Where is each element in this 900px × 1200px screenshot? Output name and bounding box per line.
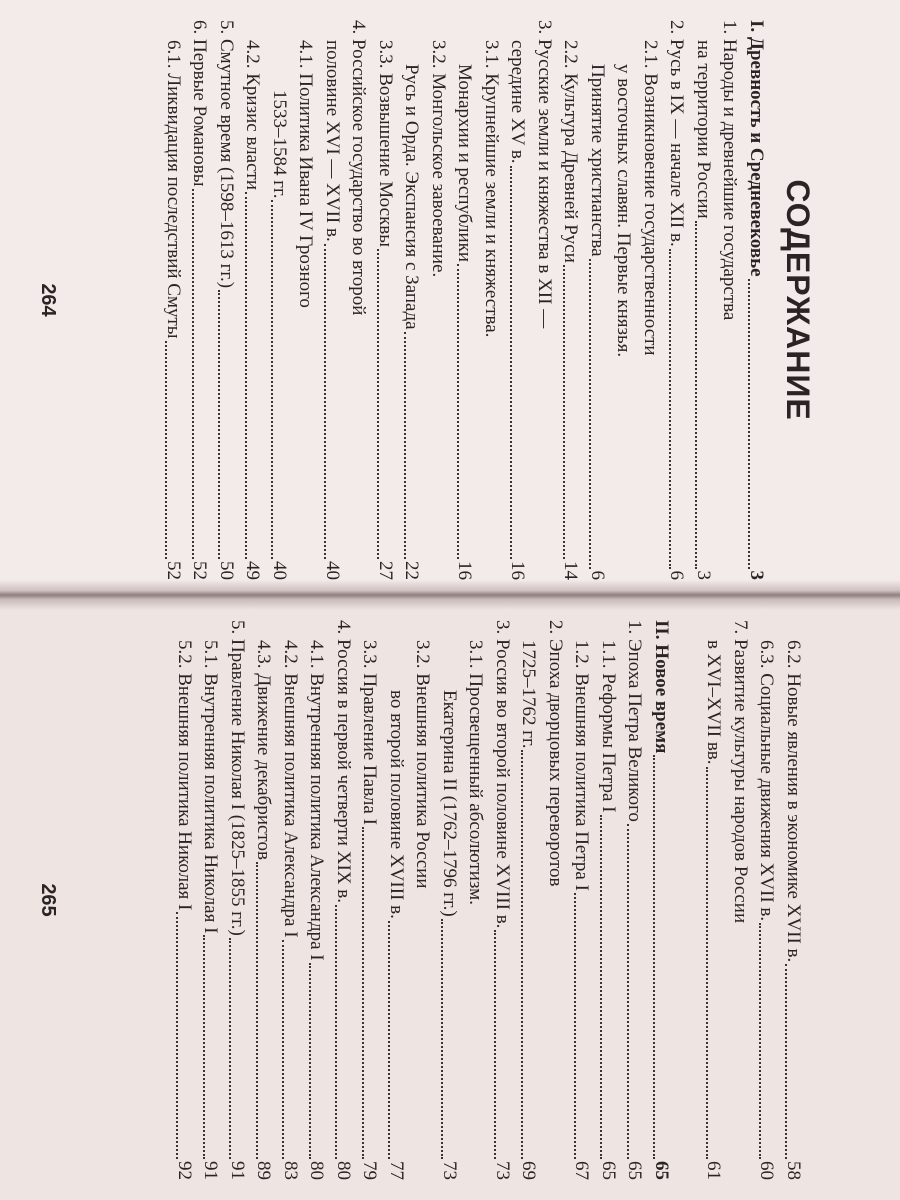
- toc-entry: 6.3. Социальные движения XVII в. 60: [756, 640, 778, 1180]
- toc-entry: 1725–1762 гг. 69: [518, 640, 540, 1180]
- page-number: 264: [37, 283, 59, 317]
- toc-entry: 3. Россия во второй половине XVIII в. 73: [492, 620, 513, 1180]
- toc-entry: 3.1. Просвещенный абсолютизм.: [465, 640, 487, 905]
- toc-entry: 4. Российское государство во второй: [348, 20, 370, 316]
- toc-entry: 3.1. Крупнейшие земли и княжества.: [481, 40, 502, 338]
- toc-entry: на территории России 3: [693, 40, 714, 580]
- toc-entry: 2. Эпоха дворцовых переворотов: [545, 620, 566, 887]
- toc-entry: половине XVI — XVII в. 40: [322, 40, 343, 580]
- toc-entry: Русь и Орда. Экспансия с Запада 22: [401, 64, 423, 580]
- toc-entry: 7. Развитие культуры народов России: [730, 620, 751, 924]
- toc-entry: 3.2. Внешняя политика России: [412, 640, 434, 889]
- toc-entry: 6.2. Новые явления в экономике XVII в. 58: [783, 640, 804, 1180]
- toc-entry: во второй половине XVIII в. 77: [386, 690, 407, 1180]
- toc-left: [160, 20, 770, 580]
- toc-entry: 4.1. Политика Ивана IV Грозного: [295, 40, 317, 308]
- toc-entry: Екатерина II (1762–1796 гг.) 73: [439, 690, 460, 1180]
- page-265: [30, 620, 820, 1180]
- toc-entry: 4. Россия в первой четверти XIX в. 80: [333, 620, 354, 1180]
- toc-entry: 2. Русь в IX — начале XII в. 6: [666, 20, 688, 580]
- toc-entry: 1.1. Реформы Петра I 65: [598, 640, 619, 1180]
- toc-entry: II. Новое время 65: [651, 620, 672, 1180]
- toc-entry: 3.2. Монгольское завоевание.: [428, 40, 449, 278]
- toc-entry: у восточных славян. Первые князья.: [613, 64, 635, 358]
- toc-entry: 1.2. Внешняя политика Петра I 67: [571, 640, 593, 1180]
- toc-entry: 4.3. Движение декабристов 89: [253, 640, 275, 1180]
- toc-right: [171, 620, 821, 1180]
- toc-entry: 2.2. Культура Древней Руси 14: [560, 40, 582, 580]
- page-title: СОДЕРЖАНИЕ: [780, 179, 816, 421]
- page-264: [30, 20, 820, 580]
- page-number: 265: [37, 883, 59, 917]
- toc-entry: Монархии и республики 16: [454, 64, 476, 580]
- toc-entry: середине XV в. 16: [507, 40, 529, 580]
- toc-entry: 6. Первые Романовы 52: [189, 20, 211, 580]
- toc-entry: 5. Смутное время (1598–1613 гг.) 50: [216, 20, 237, 580]
- toc-entry: 5.1. Внутренняя политика Николая I 91: [200, 640, 222, 1180]
- toc-entry: 1. Эпоха Петра Великого 65: [624, 620, 646, 1180]
- toc-entry: 5. Правление Николая I (1825–1855 гг.) 91: [227, 620, 248, 1180]
- toc-entry: Принятие христианства 6: [587, 64, 608, 580]
- toc-entry: 3.3. Возвышение Москвы 27: [375, 40, 396, 580]
- toc-entry: 2.1. Возникновение государственности: [640, 40, 661, 356]
- toc-entry: 3. Русские земли и княжества в XII —: [534, 20, 555, 329]
- toc-entry: 4.2. Кризис власти 49: [242, 40, 264, 580]
- toc-entry: 1533–1584 гг. 40: [269, 90, 290, 580]
- toc-entry: в XVI–XVII вв. 61: [703, 640, 725, 1180]
- toc-entry: 3.3. Правление Павла I 79: [359, 640, 381, 1180]
- toc-entry: 6.1. Ликвидация последствий Смуты 52: [163, 40, 184, 580]
- book-fold: [0, 580, 900, 610]
- toc-entry: 1. Народы и древнейшие государства: [719, 20, 741, 321]
- toc-entry: I. Древность и Средневековье 3: [746, 20, 767, 580]
- toc-entry: 4.1. Внутренняя политика Александра I 80: [306, 640, 328, 1180]
- toc-entry: 4.2. Внешняя политика Александра I 83: [280, 640, 301, 1180]
- toc-entry: 5.2. Внешняя политика Николая I 92: [174, 640, 195, 1180]
